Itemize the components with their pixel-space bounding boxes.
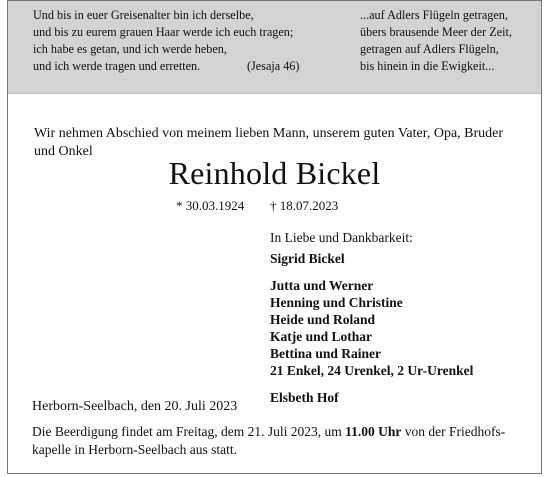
- poem-line: bis hinein in die Ewigkeit...: [360, 59, 495, 73]
- funeral-text: Die Beerdigung findet am Freitag, dem 21. Juli 2023, um: [32, 424, 346, 439]
- poem-line: übers brausende Meer der Zeit,: [360, 25, 512, 39]
- mourner-entry: 21 Enkel, 24 Urenkel, 2 Ur-Urenkel: [270, 363, 474, 378]
- mourner-spouse: Sigrid Bickel: [270, 251, 345, 266]
- poem-verse: [360, 7, 530, 75]
- verse-line: ich habe es getan, und ich werde heben,: [33, 42, 227, 56]
- verse-line: und ich werde tragen und erretten.: [33, 59, 201, 73]
- mourner-entry: Henning und Christine: [270, 295, 403, 310]
- funeral-text-end: von der Friedhofs-kapelle in Herborn-Seelbach aus statt.: [32, 424, 506, 457]
- poem-line: ...auf Adlers Flügeln getragen,: [360, 8, 508, 22]
- mourner-entry: Katje und Lothar: [270, 329, 373, 344]
- farewell-intro: Wir nehmen Abschied von meinem lieben Mann, unserem guten Vater, Opa, Bruder und Onkel: [34, 126, 504, 159]
- mourner-entry: Bettina und Rainer: [270, 346, 382, 361]
- mourner-entry: Elsbeth Hof: [270, 390, 339, 405]
- verse-line: und bis zu eurem grauen Haar werde ich euch tragen;: [33, 25, 294, 39]
- mourner-entry: Jutta und Werner: [270, 278, 374, 293]
- deceased-name: Reinhold Bickel: [168, 155, 381, 191]
- mourners-preface: In Liebe und Dankbarkeit:: [270, 230, 413, 245]
- mourner-family: [270, 277, 530, 379]
- mourner-entry: Heide und Roland: [270, 312, 376, 327]
- place-and-date: Herborn-Seelbach, den 20. Juli 2023: [32, 399, 238, 414]
- funeral-announcement: [32, 423, 527, 459]
- poem-line: getragen auf Adlers Flügeln,: [360, 42, 499, 56]
- mourners-list: [270, 229, 530, 406]
- bible-verse: [33, 7, 333, 75]
- birth-date: * 30.03.1924: [176, 198, 245, 213]
- funeral-time: 11.00 Uhr: [345, 424, 402, 439]
- death-date: † 18.07.2023: [270, 198, 339, 213]
- obituary-notice: [7, 0, 542, 474]
- verse-line: Und bis in euer Greisenalter bin ich derselbe,: [33, 8, 254, 22]
- verse-reference: (Jesaja 46): [247, 59, 300, 73]
- verse-banner: [8, 1, 541, 94]
